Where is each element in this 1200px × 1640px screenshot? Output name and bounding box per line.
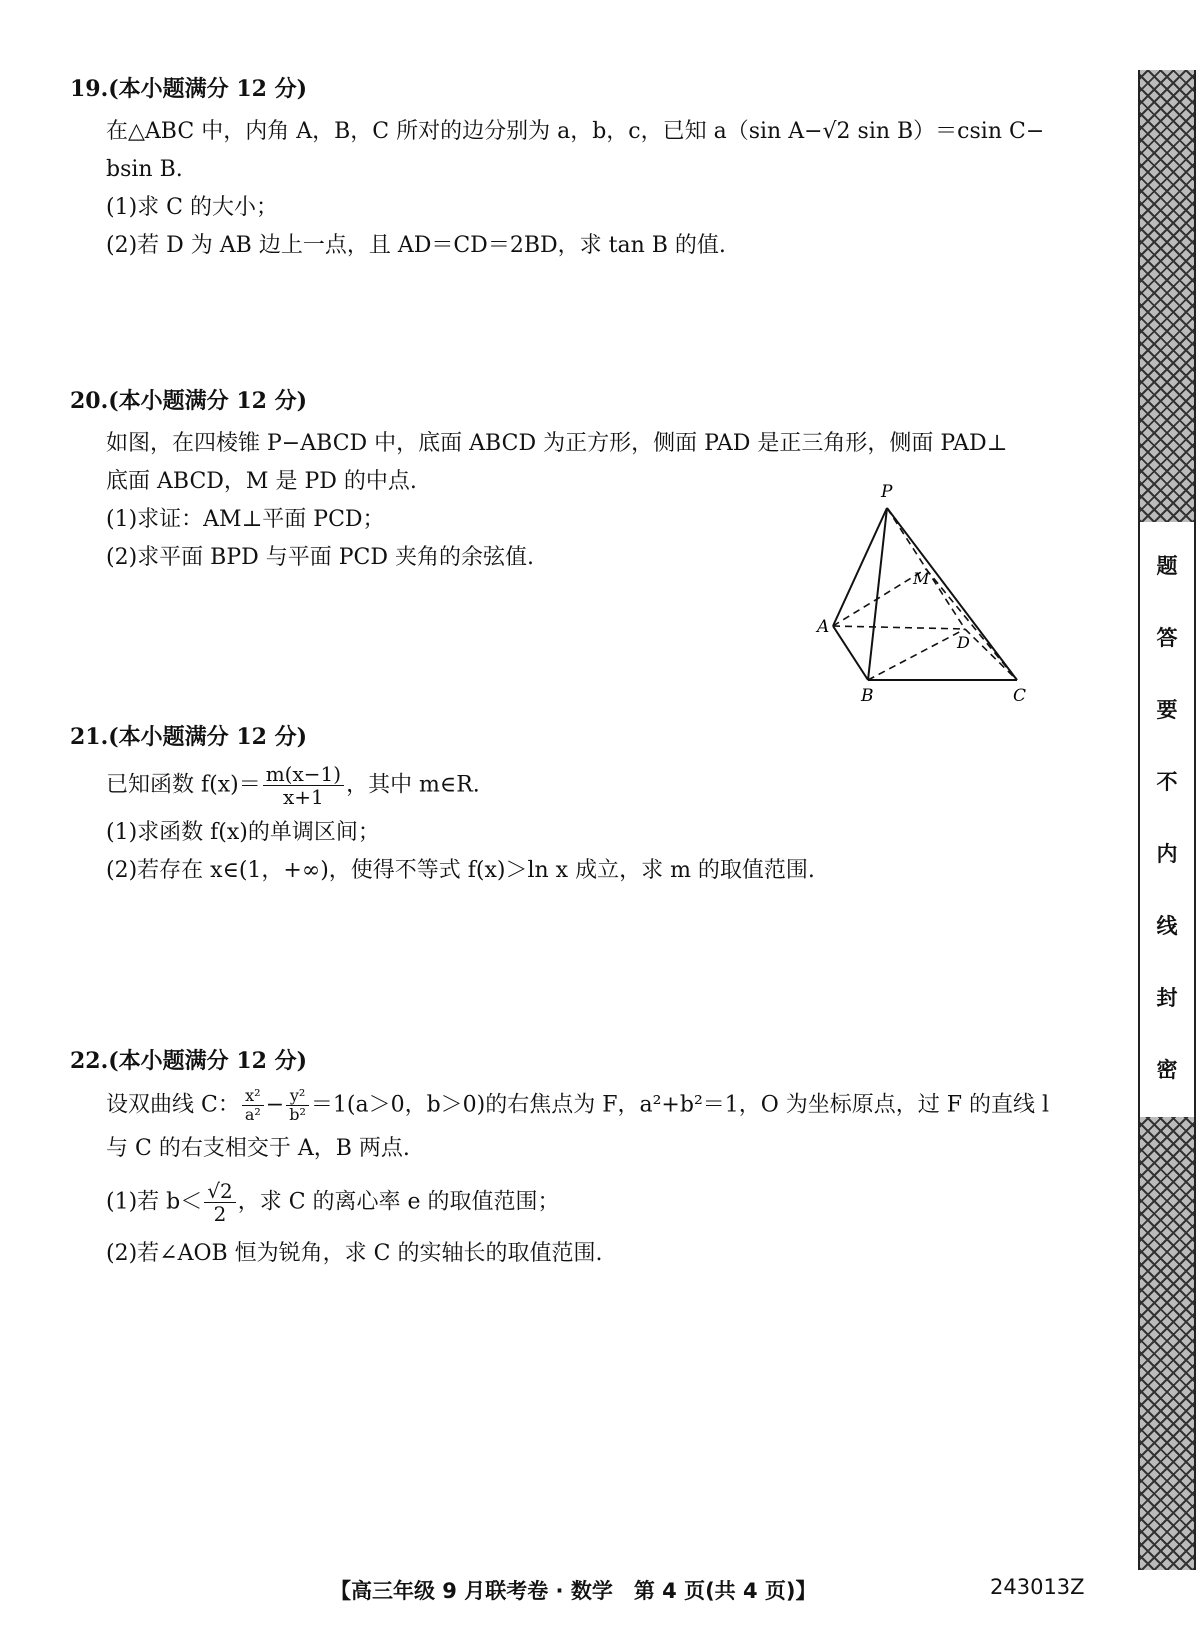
seal-char-3: 要: [1156, 698, 1178, 722]
problem-19-part-2: (2)若 D 为 AB 边上一点，且 AD＝CD＝2BD，求 tan B 的值.: [106, 233, 726, 258]
problem-19-part-1: (1)求 C 的大小；: [106, 195, 278, 220]
edge-AB: [833, 626, 868, 680]
problem-22-frac-y: [286, 1087, 309, 1124]
problem-21-func-suffix: ，其中 m∈R.: [346, 772, 480, 798]
problem-21: [70, 720, 1090, 892]
problem-20-line-1: 如图，在四棱锥 P−ABCD 中，底面 ABCD 为正方形，侧面 PAD 是正三角形，侧面 PAD⊥: [106, 431, 1008, 456]
edge-DC: [965, 629, 1017, 680]
label-P: P: [881, 482, 893, 502]
seal-char-8: 密: [1156, 1058, 1178, 1082]
problem-22-frac-x: [242, 1087, 264, 1124]
problem-22-part-1: [106, 1180, 1090, 1225]
seal-line-strip: [1138, 70, 1196, 1570]
seal-pattern-bottom: [1140, 1117, 1194, 1570]
problem-21-fraction: [263, 763, 344, 808]
pyramid-diagram: [817, 482, 1085, 733]
problem-22: [70, 1044, 1090, 1275]
problem-21-part-1: (1)求函数 f(x)的单调区间；: [106, 820, 380, 845]
label-C: C: [1013, 686, 1027, 706]
problem-22-part1-suffix: ，求 C 的离心率 e 的取值范围；: [237, 1189, 560, 1215]
edge-BD: [868, 629, 965, 680]
problem-21-frac-num: m(x−1): [263, 763, 344, 786]
problem-19-heading: 19.(本小题满分 12 分): [70, 76, 308, 102]
seal-char-4: 不: [1156, 770, 1178, 794]
edge-MC: [926, 569, 1017, 680]
seal-char-1: 题: [1156, 554, 1178, 578]
problem-22-line-1: [106, 1087, 1090, 1124]
footer-title: 【高三年级 9 月联考卷 · 数学 第 4 页(共 4 页)】: [330, 1579, 817, 1603]
problem-20-part-1: (1)求证：AM⊥平面 PCD；: [106, 507, 385, 532]
label-B: B: [861, 686, 874, 706]
problem-19: [70, 72, 1090, 267]
seal-char-7: 封: [1156, 986, 1178, 1010]
seal-char-5: 内: [1156, 842, 1178, 866]
frac-x-num: x²: [242, 1087, 264, 1106]
problem-19-line-1: 在△ABC 中，内角 A，B，C 所对的边分别为 a，b，c，已知 a（sin A−√2 sin B）＝csin C−: [106, 119, 1045, 144]
problem-22-part1-prefix: (1)若 b＜: [106, 1189, 203, 1215]
problem-21-line-1: [106, 763, 1090, 808]
edge-PA: [833, 508, 887, 626]
frac-y-den: b²: [289, 1105, 306, 1124]
frac-x-den: a²: [244, 1105, 261, 1124]
label-D: D: [957, 633, 970, 652]
problem-20-part-2: (2)求平面 BPD 与平面 PCD 夹角的余弦值.: [106, 545, 535, 570]
problem-22-prefix: 设双曲线 C：: [106, 1092, 240, 1118]
problem-20-heading: 20.(本小题满分 12 分): [70, 388, 308, 414]
problem-20-line-2: 底面 ABCD，M 是 PD 的中点.: [106, 469, 417, 494]
label-A: A: [817, 617, 830, 637]
frac-y-num: y²: [286, 1087, 309, 1106]
problem-21-func-prefix: 已知函数 f(x)＝: [106, 772, 261, 798]
problem-21-heading: 21.(本小题满分 12 分): [70, 724, 308, 750]
frac-b-num: √2: [204, 1180, 235, 1203]
pyramid-figure: [817, 482, 1085, 733]
frac-b-den: 2: [213, 1202, 227, 1226]
seal-pattern-top: [1140, 70, 1194, 522]
problem-21-frac-den: x+1: [283, 785, 324, 809]
seal-text-zone: [1140, 522, 1194, 1117]
problem-22-suffix: ＝1(a＞0，b＞0)的右焦点为 F，a²+b²＝1，O 为坐标原点，过 F 的直线 l: [310, 1092, 1050, 1118]
problem-22-minus: −: [265, 1092, 285, 1118]
footer-code: 243013Z: [990, 1575, 1085, 1599]
problem-22-heading: 22.(本小题满分 12 分): [70, 1048, 308, 1074]
problem-19-line-2: bsin B.: [106, 157, 183, 182]
problem-22-frac-b: [204, 1180, 235, 1225]
edge-AD: [833, 626, 965, 629]
problem-21-part-2: (2)若存在 x∈(1，+∞)，使得不等式 f(x)＞ln x 成立，求 m 的取值范围.: [106, 858, 815, 883]
problem-22-line-2: 与 C 的右支相交于 A，B 两点.: [106, 1136, 410, 1161]
label-M: M: [913, 569, 930, 588]
edge-PC: [887, 508, 1017, 680]
problem-22-part-2: (2)若∠AOB 恒为锐角，求 C 的实轴长的取值范围.: [106, 1241, 603, 1266]
seal-char-6: 线: [1156, 914, 1178, 938]
seal-char-2: 答: [1156, 626, 1178, 650]
